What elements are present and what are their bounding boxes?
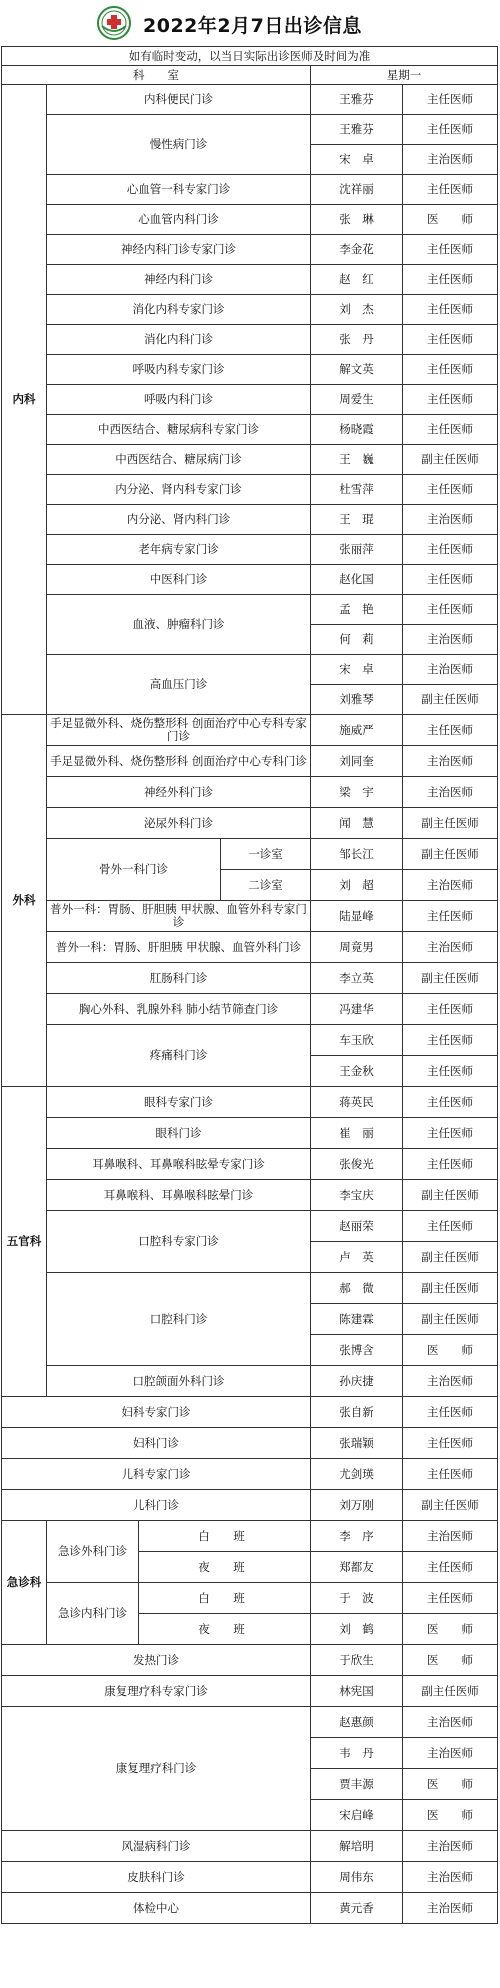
dept-cell: 呼吸内科门诊 [47,385,311,415]
title-cell: 主治医师 [403,932,498,963]
title-cell: 主任医师 [403,1552,498,1583]
table-row [2,535,498,565]
doctor-cell: 刘雅琴 [311,685,403,715]
dept-cell: 口腔颌面外科门诊 [47,1366,311,1397]
doctor-cell: 于欣生 [311,1645,403,1676]
doctor-cell: 刘 杰 [311,295,403,325]
table-row [2,1490,498,1521]
title-cell: 主任医师 [403,235,498,265]
shift-cell: 夜 班 [139,1552,311,1583]
dept-cell: 普外一科：胃肠、肝胆胰 甲状腺、血管外科门诊 [47,932,311,963]
title-cell: 副主任医师 [403,1273,498,1304]
doctor-cell: 孙庆捷 [311,1366,403,1397]
dept-cell: 神经外科门诊 [47,777,311,808]
title-cell: 主任医师 [403,175,498,205]
doctor-cell: 杜雪萍 [311,475,403,505]
header [0,0,500,46]
doctor-cell: 张瑞颖 [311,1428,403,1459]
dept-cell: 急诊内科门诊 [47,1583,139,1645]
dept-cell: 体检中心 [2,1893,311,1924]
title-cell: 副主任医师 [403,685,498,715]
doctor-cell: 陆显峰 [311,901,403,932]
table-row [2,1180,498,1211]
title-cell: 副主任医师 [403,1490,498,1521]
doctor-cell: 宋 卓 [311,655,403,685]
table-row [2,1428,498,1459]
doctor-cell: 沈祥丽 [311,175,403,205]
sub-room-cell: 一诊室 [221,839,311,870]
table-row [2,355,498,385]
dept-cell: 眼科专家门诊 [47,1087,311,1118]
doctor-cell: 李立英 [311,963,403,994]
table-row [2,1707,498,1738]
doctor-cell: 王 巍 [311,445,403,475]
table-row [2,235,498,265]
table-row [2,932,498,963]
table-row [2,1583,498,1614]
title-cell: 主任医师 [403,355,498,385]
doctor-cell: 冯建华 [311,994,403,1025]
doctor-cell: 刘 超 [311,870,403,901]
page-title: 2022年2月7日出诊信息 [143,15,362,37]
shift-cell: 夜 班 [139,1614,311,1645]
table-row [2,325,498,355]
title-cell: 主治医师 [403,1862,498,1893]
title-cell: 主任医师 [403,385,498,415]
table-row [2,445,498,475]
doctor-cell: 李 序 [311,1521,403,1552]
dept-cell: 耳鼻喉科、耳鼻喉科眩晕门诊 [47,1180,311,1211]
dept-cell: 康复理疗科专家门诊 [2,1676,311,1707]
table-row [2,295,498,325]
title-cell: 主任医师 [403,1459,498,1490]
table-row [2,963,498,994]
sub-room-cell: 二诊室 [221,870,311,901]
dept-cell: 妇科专家门诊 [2,1397,311,1428]
table-row [2,808,498,839]
dept-cell: 血液、肿瘤科门诊 [47,595,311,655]
dept-cell: 胸心外科、乳腺外科 肺小结节筛查门诊 [47,994,311,1025]
shift-cell: 白 班 [139,1583,311,1614]
title-cell: 主治医师 [403,655,498,685]
title-cell: 主治医师 [403,1366,498,1397]
notice-text: 如有临时变动，以当日实际出诊医师及时间为准 [2,47,498,66]
dept-cell: 老年病专家门诊 [47,535,311,565]
doctor-cell: 王雅芬 [311,115,403,145]
doctor-cell: 王雅芬 [311,85,403,115]
doctor-cell: 刘 鹤 [311,1614,403,1645]
table-row [2,1645,498,1676]
title-cell: 医 师 [403,1800,498,1831]
doctor-cell: 周竟男 [311,932,403,963]
title-cell: 主治医师 [403,870,498,901]
title-cell: 主治医师 [403,1521,498,1552]
title-cell: 主任医师 [403,325,498,355]
dept-cell: 中医科门诊 [47,565,311,595]
title-cell: 主任医师 [403,901,498,932]
doctor-cell: 张自新 [311,1397,403,1428]
title-cell: 副主任医师 [403,808,498,839]
table-row [2,205,498,235]
doctor-cell: 黄元香 [311,1893,403,1924]
dept-cell: 手足显微外科、烧伤整形科 创面治疗中心专科门诊 [47,746,311,777]
title-cell: 主任医师 [403,1087,498,1118]
title-cell: 主任医师 [403,85,498,115]
title-cell: 医 师 [403,205,498,235]
dept-cell: 急诊外科门诊 [47,1521,139,1583]
doctor-cell: 周爱生 [311,385,403,415]
title-cell: 主任医师 [403,595,498,625]
table-row [2,415,498,445]
doctor-cell: 刘万刚 [311,1490,403,1521]
table-row [2,1676,498,1707]
doctor-cell: 李金花 [311,235,403,265]
category-neike: 内科 [2,85,47,715]
doctor-cell: 施威严 [311,715,403,746]
doctor-cell: 解培明 [311,1831,403,1862]
doctor-cell: 赵 红 [311,265,403,295]
dept-cell: 泌尿外科门诊 [47,808,311,839]
doctor-cell: 赵化国 [311,565,403,595]
doctor-cell: 林宪国 [311,1676,403,1707]
table-row [2,715,498,746]
table-header-row [2,66,498,85]
doctor-cell: 邹长江 [311,839,403,870]
doctor-cell: 蒋英民 [311,1087,403,1118]
title-cell: 主任医师 [403,1397,498,1428]
title-cell: 主任医师 [403,265,498,295]
doctor-cell: 张 丹 [311,325,403,355]
table-row [2,1831,498,1862]
table-row [2,115,498,145]
doctor-cell: 李宝庆 [311,1180,403,1211]
doctor-cell: 宋 卓 [311,145,403,175]
dept-cell: 消化内科门诊 [47,325,311,355]
dept-cell: 疼痛科门诊 [47,1025,311,1087]
dept-cell: 口腔科门诊 [47,1273,311,1366]
shift-cell: 白 班 [139,1521,311,1552]
table-row [2,1397,498,1428]
doctor-cell: 张博含 [311,1335,403,1366]
table-row [2,565,498,595]
table-row [2,1118,498,1149]
day-column-header: 星期一 [311,66,498,85]
title-cell: 医 师 [403,1769,498,1800]
dept-cell: 呼吸内科专家门诊 [47,355,311,385]
dept-cell: 骨外一科门诊 [47,839,221,901]
dept-cell: 内分泌、肾内科门诊 [47,505,311,535]
title-cell: 副主任医师 [403,1180,498,1211]
doctor-cell: 张俊光 [311,1149,403,1180]
doctor-cell: 解文英 [311,355,403,385]
doctor-cell: 刘同奎 [311,746,403,777]
doctor-cell: 孟 艳 [311,595,403,625]
table-row [2,1149,498,1180]
title-cell: 主任医师 [403,715,498,746]
table-row [2,777,498,808]
dept-cell: 消化内科专家门诊 [47,295,311,325]
table-row [2,1862,498,1893]
title-cell: 主任医师 [403,295,498,325]
title-cell: 主治医师 [403,1707,498,1738]
dept-cell: 妇科门诊 [2,1428,311,1459]
dept-cell: 口腔科专家门诊 [47,1211,311,1273]
table-row [2,839,498,870]
title-cell: 主任医师 [403,1428,498,1459]
dept-cell: 内分泌、肾内科专家门诊 [47,475,311,505]
dept-cell: 神经内科门诊 [47,265,311,295]
doctor-cell: 卢 英 [311,1242,403,1273]
table-row [2,265,498,295]
category-waike: 外科 [2,715,47,1087]
doctor-cell: 郑都友 [311,1552,403,1583]
dept-cell: 高血压门诊 [47,655,311,715]
doctor-cell: 梁 宇 [311,777,403,808]
title-cell: 副主任医师 [403,1676,498,1707]
table-row [2,1521,498,1552]
title-cell: 主任医师 [403,1211,498,1242]
table-row [2,746,498,777]
dept-cell: 手足显微外科、烧伤整形科 创面治疗中心专科专家门诊 [47,715,311,746]
table-row [2,1087,498,1118]
table-row [2,655,498,685]
table-row [2,1025,498,1056]
title-cell: 主任医师 [403,565,498,595]
table-row [2,1366,498,1397]
dept-cell: 眼科门诊 [47,1118,311,1149]
title-cell: 主治医师 [403,746,498,777]
table-row [2,595,498,625]
doctor-cell: 陈建霖 [311,1304,403,1335]
doctor-cell: 闻 慧 [311,808,403,839]
dept-cell: 心血管内科门诊 [47,205,311,235]
doctor-cell: 车玉欣 [311,1025,403,1056]
title-cell: 主任医师 [403,1583,498,1614]
title-cell: 主任医师 [403,475,498,505]
hospital-logo-icon [97,6,131,40]
title-cell: 医 师 [403,1614,498,1645]
doctor-cell: 张丽萍 [311,535,403,565]
doctor-cell: 杨晓霞 [311,415,403,445]
doctor-cell: 崔 丽 [311,1118,403,1149]
title-cell: 主任医师 [403,1056,498,1087]
dept-cell: 发热门诊 [2,1645,311,1676]
dept-cell: 康复理疗科门诊 [2,1707,311,1831]
table-row [2,505,498,535]
dept-cell: 神经内科门诊专家门诊 [47,235,311,265]
table-row [2,475,498,505]
table-row [2,1211,498,1242]
table-row [2,385,498,415]
doctor-cell: 王金秋 [311,1056,403,1087]
dept-column-header: 科 室 [2,66,311,85]
title-cell: 副主任医师 [403,839,498,870]
doctor-cell: 贾丰源 [311,1769,403,1800]
doctor-cell: 王 琨 [311,505,403,535]
title-cell: 主治医师 [403,1738,498,1769]
dept-cell: 皮肤科门诊 [2,1862,311,1893]
doctor-cell: 尤剑瑛 [311,1459,403,1490]
title-cell: 副主任医师 [403,445,498,475]
title-cell: 副主任医师 [403,1304,498,1335]
title-cell: 主任医师 [403,115,498,145]
title-cell: 主治医师 [403,145,498,175]
doctor-cell: 郝 微 [311,1273,403,1304]
table-row [2,901,498,932]
notice-row [2,47,498,66]
title-cell: 医 师 [403,1335,498,1366]
title-cell: 主治医师 [403,1893,498,1924]
title-cell: 主任医师 [403,535,498,565]
dept-cell: 内科便民门诊 [47,85,311,115]
title-cell: 主任医师 [403,1025,498,1056]
title-cell: 主治医师 [403,505,498,535]
table-row [2,175,498,205]
title-cell: 副主任医师 [403,963,498,994]
dept-cell: 中西医结合、糖尿病门诊 [47,445,311,475]
dept-cell: 中西医结合、糖尿病科专家门诊 [47,415,311,445]
doctor-cell: 宋启峰 [311,1800,403,1831]
category-jizhenke: 急诊科 [2,1521,47,1645]
title-cell: 副主任医师 [403,1242,498,1273]
doctor-cell: 赵丽荣 [311,1211,403,1242]
doctor-cell: 韦 丹 [311,1738,403,1769]
dept-cell: 儿科专家门诊 [2,1459,311,1490]
title-cell: 主治医师 [403,625,498,655]
table-row [2,994,498,1025]
doctor-cell: 张 琳 [311,205,403,235]
dept-cell: 耳鼻喉科、耳鼻喉科眩晕专家门诊 [47,1149,311,1180]
table-row [2,1893,498,1924]
dept-cell: 肛肠科门诊 [47,963,311,994]
title-cell: 医 师 [403,1645,498,1676]
title-cell: 主任医师 [403,1149,498,1180]
doctor-cell: 于 波 [311,1583,403,1614]
title-cell: 主任医师 [403,1118,498,1149]
doctor-cell: 周伟东 [311,1862,403,1893]
dept-cell: 儿科门诊 [2,1490,311,1521]
doctor-cell: 赵惠颜 [311,1707,403,1738]
doctor-cell: 何 莉 [311,625,403,655]
dept-cell: 心血管一科专家门诊 [47,175,311,205]
dept-cell: 慢性病门诊 [47,115,311,175]
dept-cell: 普外一科：胃肠、肝胆胰 甲状腺、血管外科专家门诊 [47,901,311,932]
title-cell: 主任医师 [403,994,498,1025]
table-row [2,1273,498,1304]
schedule-table [1,46,498,1924]
category-wuguanke: 五官科 [2,1087,47,1397]
table-row [2,1459,498,1490]
table-row [2,85,498,115]
title-cell: 主治医师 [403,1831,498,1862]
dept-cell: 风湿病科门诊 [2,1831,311,1862]
title-cell: 主任医师 [403,415,498,445]
title-cell: 主治医师 [403,777,498,808]
